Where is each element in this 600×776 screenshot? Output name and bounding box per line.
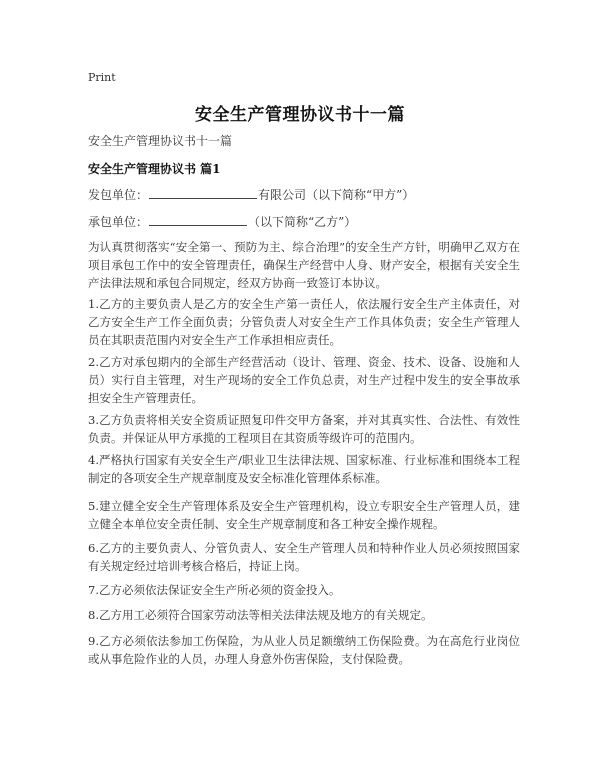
clause-9: 9.乙方必须依法参加工伤保险，为从业人员足额缴纳工伤保险费。为在高危行业岗位或从事危险作业的人员，办理人身意外伤害保险，支付保险费。 <box>88 634 520 666</box>
clause-4: 4.严格执行国家有关安全生产/职业卫生法律法规、国家标准、行业标准和围绕本工程制定的各项安全生产规章制度及安全标准化管理体系标准。 <box>88 453 520 485</box>
contractor-blank-line[interactable] <box>149 213 247 226</box>
clause-3: 3.乙方负责将相关安全资质证照复印件交甲方备案，并对其真实性、合法性、有效性负责。并保证从甲方承揽的工程项目在其资质等级许可的范围内。 <box>88 413 520 445</box>
employer-blank-line[interactable] <box>149 186 257 199</box>
clause-1: 1.乙方的主要负责人是乙方的安全生产第一责任人，依法履行安全生产主体责任，对乙方安全生产工作全面负责；分管负责人对安全生产工作具体负责；安全生产管理人员在其职责范围内对安全生产工作承担相应责任。 <box>88 297 520 347</box>
document-subtitle: 安全生产管理协议书十一篇 <box>88 134 233 148</box>
section-heading: 安全生产管理协议书 篇1 <box>88 162 221 176</box>
clause-2: 2.乙方对承包期内的全部生产经营活动（设计、管理、资金、技术、设备、设施和人员）实行自主管理，对生产现场的安全工作负总责，对生产过程中发生的安全事故承担安全生产管理责任。 <box>88 355 520 405</box>
page-title: 安全生产管理协议书十一篇 <box>195 105 405 125</box>
employer-suffix: 有限公司（以下简称“甲方”） <box>258 188 415 202</box>
contractor-suffix: （以下简称“乙方”） <box>248 215 357 229</box>
clause-5: 5.建立健全安全生产管理体系及安全生产管理机构，设立专职安全生产管理人员，建立健全本单位安全责任制、安全生产规章制度和各工种安全操作规程。 <box>88 499 520 531</box>
contractor-label: 承包单位： <box>88 215 149 229</box>
clause-7: 7.乙方必须依法保证安全生产所必须的资金投入。 <box>88 583 341 597</box>
clause-6: 6.乙方的主要负责人、分管负责人、安全生产管理人员和特种作业人员必须按照国家有关规定经过培训考核合格后，持证上岗。 <box>88 541 520 573</box>
intro-paragraph: 为认真贯彻落实“安全第一、预防为主、综合治理”的安全生产方针，明确甲乙双方在项目承包工作中的安全管理责任，确保生产经营中人身、财产安全，根据有关安全生产法律法规和承包合同规定，经双方协商一致签订本协议。 <box>88 240 520 290</box>
employer-label: 发包单位： <box>88 188 149 202</box>
employer-field-row <box>88 186 414 203</box>
clause-8: 8.乙方用工必须符合国家劳动法等相关法律法规及地方的有关规定。 <box>88 608 433 622</box>
print-label[interactable]: Print <box>88 71 116 84</box>
contractor-field-row <box>88 213 356 230</box>
